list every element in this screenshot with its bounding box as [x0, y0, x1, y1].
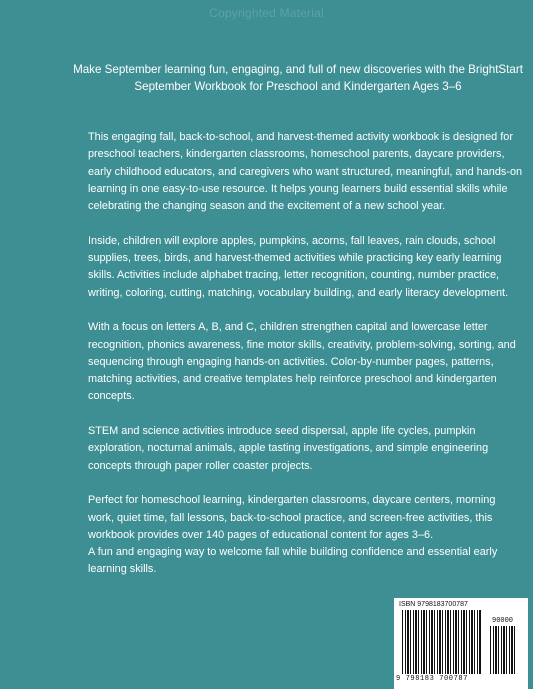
isbn-label: ISBN 9798183700787	[399, 601, 468, 608]
headline: Make September learning fun, engaging, and full of new discoveries with the BrightStart September Workbook for Preschool and Kindergarten Ages 3–6	[73, 63, 523, 93]
paragraph-letters: With a focus on letters A, B, and C, children strengthen capital and lowercase letter recognition, phonics awareness, fine motor skills, creativity, problem-solving, sorting, and sequencing through engaging hands-on activities. Color-by-number pages, patterns, matching activities, and creative templates help reinforce preschool and kindergarten concepts.	[88, 321, 516, 403]
paragraph-closing: A fun and engaging way to welcome fall while building confidence and essential early learning skills.	[88, 546, 498, 576]
barcode-box	[394, 598, 528, 689]
barcode-bars	[402, 610, 488, 674]
paragraph-stem: STEM and science activities introduce seed dispersal, apple life cycles, pumpkin exploration, nocturnal animals, apple tasting investigations, and simple engineering concepts through paper roller coaster projects.	[88, 425, 489, 472]
paragraph-themes: Inside, children will explore apples, pumpkins, acorns, fall leaves, rain clouds, school supplies, trees, birds, and harvest-themed activities while practicing key early learning skills. Activities include alphabet tracing, letter recognition, counting, number practice, writing, coloring, cutting, matching, vocabulary building, and early literacy development.	[88, 234, 509, 299]
addon-bars	[490, 626, 520, 674]
barcode-digits: 9 798183 700787	[396, 675, 469, 683]
price-code: 90000	[492, 617, 514, 625]
watermark: Copyrighted Material	[209, 6, 324, 20]
paragraph-intro: This engaging fall, back-to-school, and harvest-themed activity workbook is designed for preschool teachers, kindergarten classrooms, homeschool parents, daycare providers, early childhood educators, and caregivers who want structured, meaningful, and hands-on learning in one easy-to-use resource. It helps young learners build essential skills while celebrating the changing season and the excitement of a new school year.	[88, 131, 523, 213]
description-body	[88, 129, 524, 596]
paragraph-uses: Perfect for homeschool learning, kindergarten classrooms, daycare centers, morning work, quiet time, fall lessons, back-to-school practice, and screen-free activities, this workbook provides over 140 pages of educational content for ages 3–6.	[88, 494, 496, 541]
